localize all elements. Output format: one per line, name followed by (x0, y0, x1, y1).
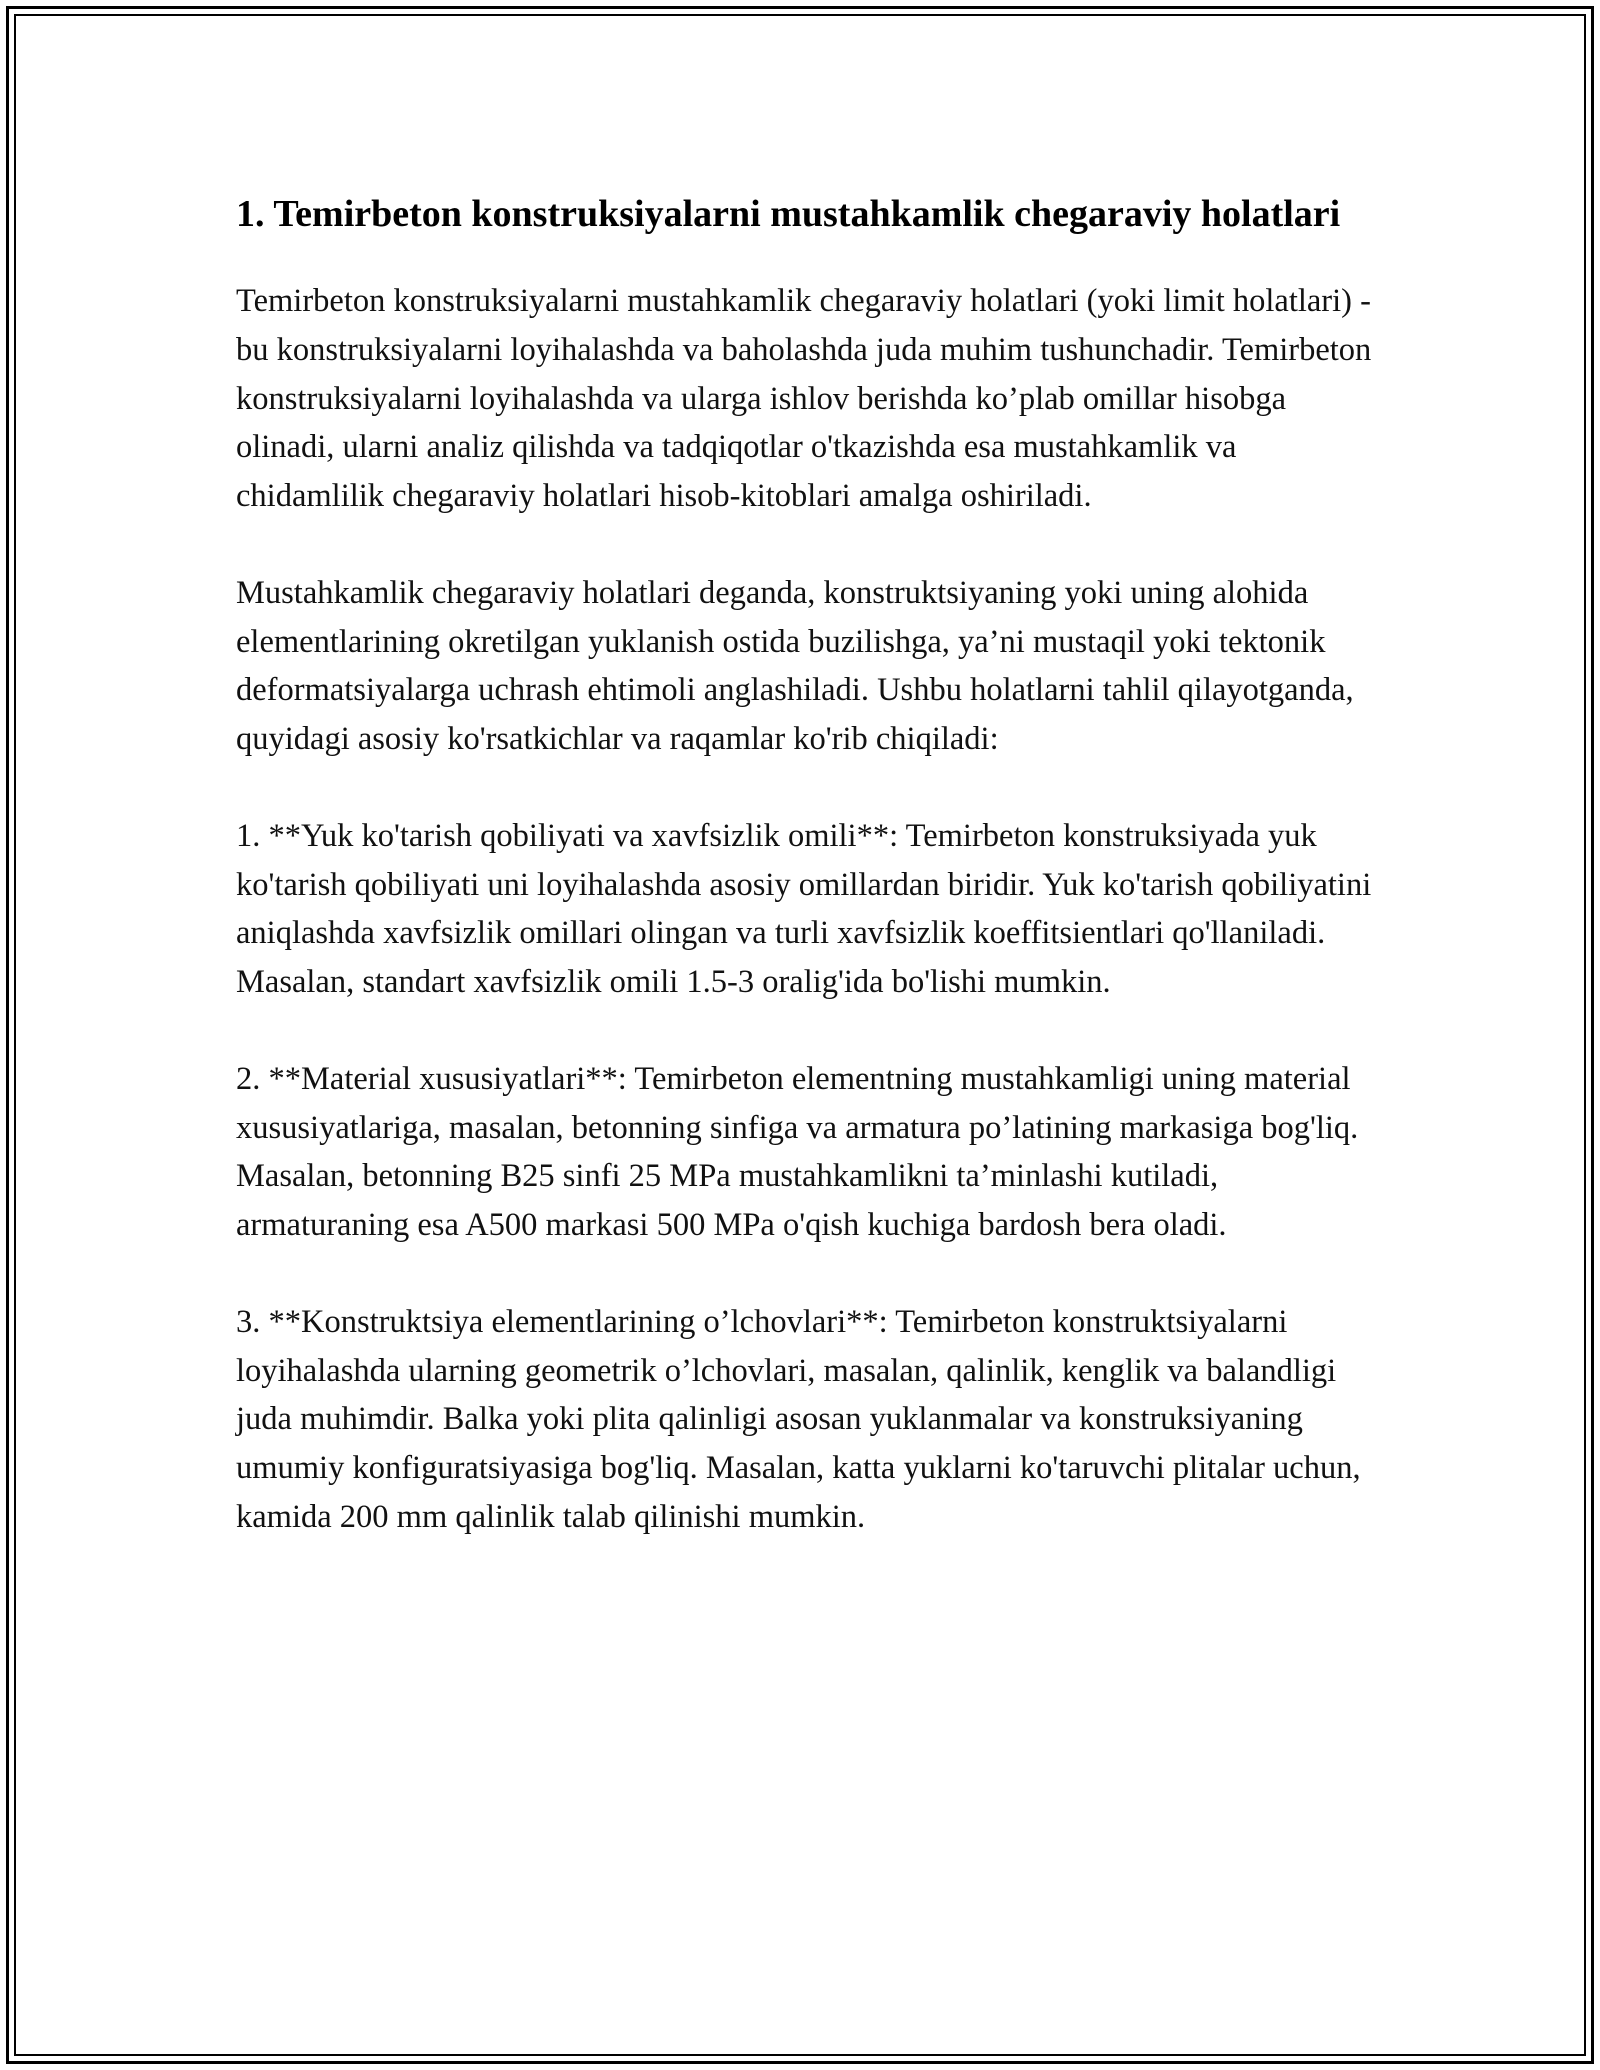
paragraph-intro: Temirbeton konstruksiyalarni mustahkamlik chegaraviy holatlari (yoki limit holatlari) - bu konstruksiyalarni loyihalashda va baholashda juda muhim tushunchadir. Temirbeton konstruksiyalarni loyihalashda va ularga ishlov berishda ko’plab omillar hisobga olinadi, ularni analiz qilishda va tadqiqotlar o'tkazishda esa mustahkamlik va chidamlilik chegaraviy holatlari hisob-kitoblari amalga oshiriladi. (236, 283, 1372, 515)
paragraph-definition: Mustahkamlik chegaraviy holatlari deganda, konstruktsiyaning yoki uning alohida elementlarining okretilgan yuklanish ostida buzilishga, ya’ni mustaqil yoki tektonik deformatsiyalarga uchrash ehtimoli anglashiladi. Ushbu holatlarni tahlil qilayotganda, quyidagi asosiy ko'rsatkichlar va raqamlar ko'rib chiqiladi: (236, 574, 1354, 758)
paragraph-item-1: 1. **Yuk ko'tarish qobiliyati va xavfsizlik omili**: Temirbeton konstruksiyada yuk ko'tarish qobiliyati uni loyihalashda asosiy omillardan biridir. Yuk ko'tarish qobiliyatini aniqlashda xavfsizlik omillari olingan va turli xavfsizlik koeffitsientlari qo'llaniladi. Masalan, standart xavfsizlik omili 1.5-3 oralig'ida bo'lishi mumkin. (236, 817, 1372, 1001)
paragraph-item-3: 3. **Konstruktsiya elementlarining o’lchovlari**: Temirbeton konstruktsiyalarni loyihalashda ularning geometrik o’lchovlari, masalan, qalinlik, kenglik va balandligi juda muhimdir. Balka yoki plita qalinligi asosan yuklanmalar va konstruksiyaning umumiy konfiguratsiyasiga bog'liq. Masalan, katta yuklarni ko'taruvchi plitalar uchun, kamida 200 mm qalinlik talab qilinishi mumkin. (236, 1303, 1361, 1535)
document-body (236, 188, 1376, 1590)
document-title: 1. Temirbeton konstruksiyalarni mustahkamlik chegaraviy holatlari (236, 193, 1341, 235)
paragraph-item-2: 2. **Material xususiyatlari**: Temirbeton elementning mustahkamligi uning material xususiyatlariga, masalan, betonning sinfiga va armatura po’latining markasiga bog'liq. Masalan, betonning B25 sinfi 25 MPa mustahkamlikni ta’minlashi kutiladi, armaturaning esa A500 markasi 500 MPa o'qish kuchiga bardosh bera oladi. (236, 1060, 1359, 1244)
